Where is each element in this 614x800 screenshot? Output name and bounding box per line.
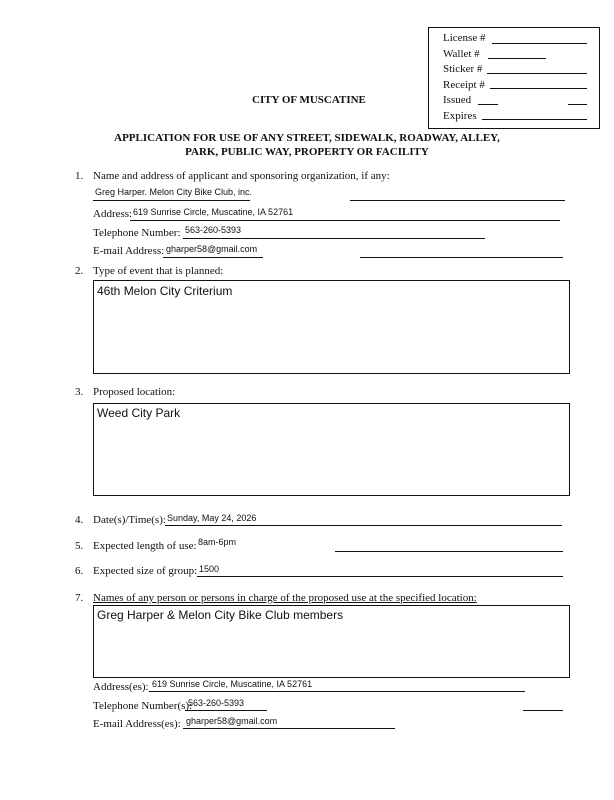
- q7-email-label: E-mail Address(es):: [93, 718, 181, 730]
- form-heading: [0, 131, 614, 159]
- q1-label: Name and address of applicant and sponsoring organization, if any:: [93, 170, 390, 182]
- length-value[interactable]: 8am-6pm: [198, 537, 237, 547]
- q3-number: 3.: [75, 386, 84, 398]
- q4-label: Date(s)/Time(s):: [93, 514, 166, 526]
- q7-number: 7.: [75, 592, 84, 604]
- q6-number: 6.: [75, 565, 84, 577]
- date-value[interactable]: Sunday, May 24, 2026: [167, 513, 257, 523]
- location-box[interactable]: [93, 403, 570, 496]
- q7-phone[interactable]: 563-260-5393: [188, 698, 245, 708]
- sticker-label: Sticker #: [443, 63, 483, 75]
- q7-address[interactable]: 619 Sunrise Circle, Muscatine, IA 52761: [152, 679, 313, 689]
- q5-number: 5.: [75, 540, 84, 552]
- heading-line: PARK, PUBLIC WAY, PROPERTY OR FACILITY: [185, 146, 429, 158]
- q2-label: Type of event that is planned:: [93, 265, 224, 277]
- heading-line: APPLICATION FOR USE OF ANY STREET, SIDEWALK, ROADWAY, ALLEY,: [114, 132, 500, 144]
- expires-label: Expires: [443, 109, 477, 122]
- applicant-address[interactable]: 619 Sunrise Circle, Muscatine, IA 52761: [133, 207, 294, 217]
- location-value: Weed City Park: [97, 406, 181, 420]
- q7-label: Names of any person or persons in charge of the proposed use at the specified location:: [93, 592, 477, 604]
- email-label: E-mail Address:: [93, 245, 165, 257]
- issued-label: Issued: [443, 94, 472, 106]
- q7-email[interactable]: gharper58@gmail.com: [186, 716, 278, 726]
- receipt-label: Receipt #: [443, 78, 485, 91]
- license-label: License #: [443, 32, 486, 44]
- q1-number: 1.: [75, 170, 84, 182]
- license-fields: [443, 31, 485, 124]
- event-type-value: 46th Melon City Criterium: [97, 284, 233, 298]
- applicant-email[interactable]: gharper58@gmail.com: [166, 244, 258, 254]
- q7-address-label: Address(es):: [93, 681, 149, 693]
- group-size-value[interactable]: 1500: [199, 564, 220, 574]
- q5-label: Expected length of use:: [93, 540, 197, 552]
- q6-label: Expected size of group:: [93, 565, 198, 577]
- address-label: Address:: [93, 208, 133, 220]
- wallet-label: Wallet #: [443, 47, 480, 60]
- persons-value: Greg Harper & Melon City Bike Club members: [97, 608, 344, 622]
- q3-label: Proposed location:: [93, 386, 176, 398]
- phone-label: Telephone Number:: [93, 227, 181, 239]
- q7-phone-label: Telephone Number(s):: [93, 700, 193, 712]
- persons-box[interactable]: [93, 605, 570, 678]
- q4-number: 4.: [75, 514, 84, 526]
- city-title: CITY OF MUSCATINE: [252, 94, 366, 106]
- applicant-name[interactable]: Greg Harper. Melon City Bike Club, inc.: [95, 187, 253, 197]
- q2-number: 2.: [75, 265, 84, 277]
- event-type-box[interactable]: [93, 280, 570, 374]
- applicant-phone[interactable]: 563-260-5393: [185, 225, 242, 235]
